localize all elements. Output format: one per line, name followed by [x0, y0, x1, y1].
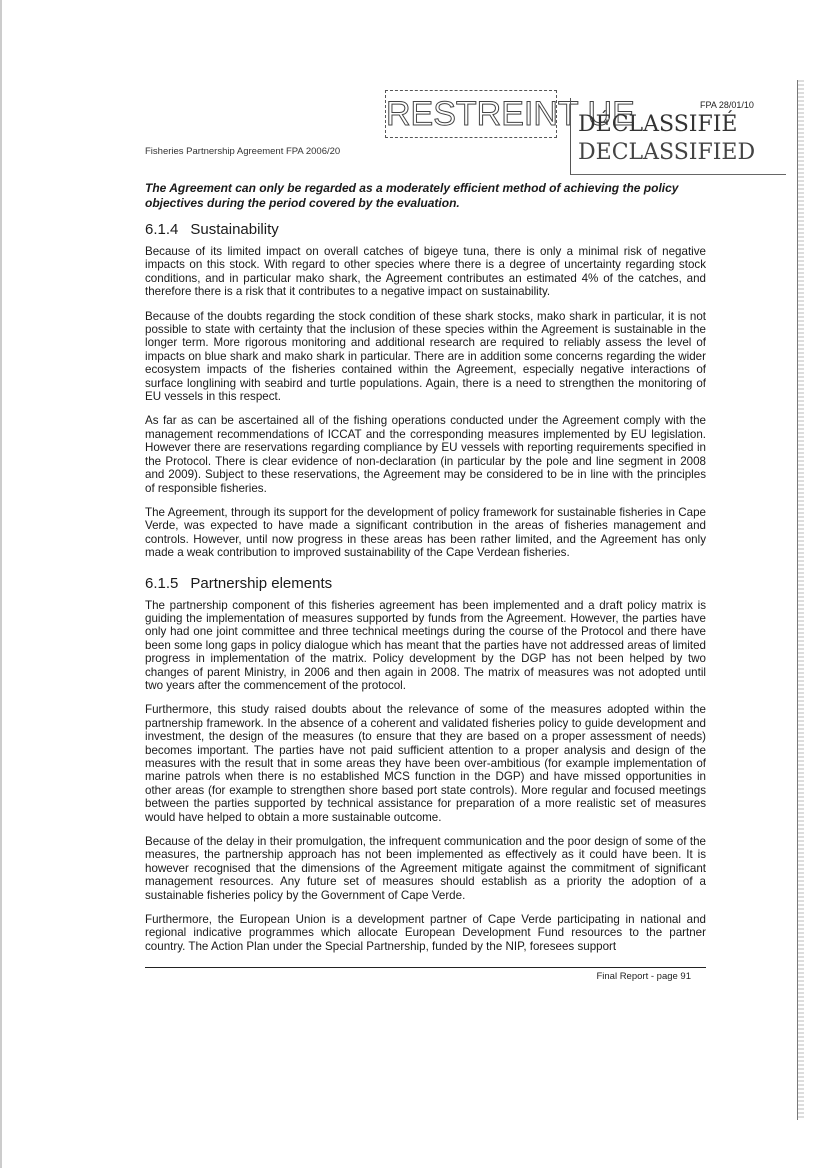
section-heading-partnership [145, 575, 706, 593]
paragraph: Furthermore, this study raised doubts about the relevance of some of the measures adopted within the partnership framework. In the absence of a coherent and validated fisheries policy to guide development and investment, the design of the measures (to ensure that they are based on a proper assessment of needs) becomes important. The parties have not paid sufficient attention to a proper analysis and design of the measures with the result that in some areas they have been over-ambitious (for example implementation of marine patrols when there is no established MCS function in the DGP) and have missed opportunities in other areas (for example to strengthen shore based port state controls). More regular and focused meetings between the parties supported by technical assistance for preparation of a more realistic set of measures would have helped to obtain a more sustainable outcome. [145, 703, 706, 824]
stamp-reference: FPA 28/01/10 [700, 100, 754, 110]
paragraph: As far as can be ascertained all of the fishing operations conducted under the Agreement comply with the management recommendations of ICCAT and the corresponding measures implemented by EU legislation. However there are reservations regarding compliance by EU vessels with reporting requirements specified in the Protocol. There is clear evidence of non-declaration (in particular by the pole and line segment in 2008 and 2009). Subject to these reservations, the Agreement may be considered to be in line with the principles of responsible fisheries. [145, 414, 706, 495]
section-title: Partnership elements [190, 574, 333, 592]
paragraph: Because of its limited impact on overall catches of bigeye tuna, there is only a minimal risk of negative impacts on this stock. With regard to other species where there is a degree of uncertainty regarding stock conditions, and in particular mako shark, the Agreement contributes an estimated 4% of the catches, and therefore there is a risk that it contributes to a negative impact on sustainability. [145, 245, 706, 299]
running-header: Fisheries Partnership Agreement FPA 2006/20 [145, 146, 341, 157]
document-body [145, 181, 706, 982]
section-number: 6.1.4 [145, 221, 179, 238]
scan-left-edge [0, 0, 2, 1168]
scan-right-edge [797, 80, 804, 1120]
page-footer [145, 967, 706, 982]
section-title: Sustainability [190, 221, 279, 238]
paragraph: The Agreement, through its support for the development of policy framework for sustainable fisheries in Cape Verde, was expected to have made a significant contribution in the areas of fisheries management and controls. However, until now progress in these areas has been rather limited, and the Agreement has only made a weak contribution to improved sustainability of the Cape Verdean fisheries. [145, 505, 706, 560]
paragraph: The partnership component of this fisheries agreement has been implemented and a draft policy matrix is guiding the implementation of measures supported by funds from the Agreement. However, the parties have only had one joint committee and three technical meetings during the course of the Protocol and there have been some long gaps in policy dialogue which has meant that the parties have not addressed areas of limited progress in implementation of the matrix. Policy development by the DGP has not been helped by two changes of parent Ministry, in 2006 and then again in 2008. The matrix of measures was not adopted until two years after the commencement of the protocol. [145, 598, 706, 692]
section-number: 6.1.5 [145, 574, 179, 592]
declassified-en-stamp: DECLASSIFIED [578, 140, 756, 165]
section-heading-sustainability [145, 221, 706, 239]
declassified-fr-stamp: DÉCLASSIFIÉ [578, 112, 738, 137]
paragraph: Furthermore, the European Union is a development partner of Cape Verde participating in national and regional indicative programmes which allocate European Development Fund resources to the partner country. The Action Plan under the Special Partnership, funded by the NIP, foresees support [145, 913, 706, 953]
lead-statement: The Agreement can only be regarded as a moderately efficient method of achieving the policy objectives during the period covered by the evaluation. [145, 181, 679, 210]
paragraph: Because of the doubts regarding the stock condition of these shark stocks, mako shark in particular, it is not possible to state with certainty that the inclusion of these species within the Agreement is sustainable in the longer term. More rigorous monitoring and additional research are required to reliably assess the level of impacts on blue shark and mako shark in particular. There are in addition some concerns regarding the wider ecosystem impacts of the fisheries contained within the Agreement, especially negative interactions of surface longlining with seabird and turtle populations. Again, there is a need to strengthen the monitoring of EU vessels in this respect. [145, 309, 706, 404]
restricted-stamp: RESTREINT UE [385, 90, 557, 138]
paragraph: Because of the delay in their promulgation, the infrequent communication and the poor design of some of the measures, the partnership approach has not been implemented as effectively as it could have been. It is however recognised that the dimensions of the Agreement mitigate against the commitment of significant management resources. Any future set of measures should establish as a priority the adoption of a sustainable fisheries policy by the Government of Cape Verde. [145, 835, 706, 902]
page-footer-label: Final Report - page 91 [596, 971, 691, 983]
